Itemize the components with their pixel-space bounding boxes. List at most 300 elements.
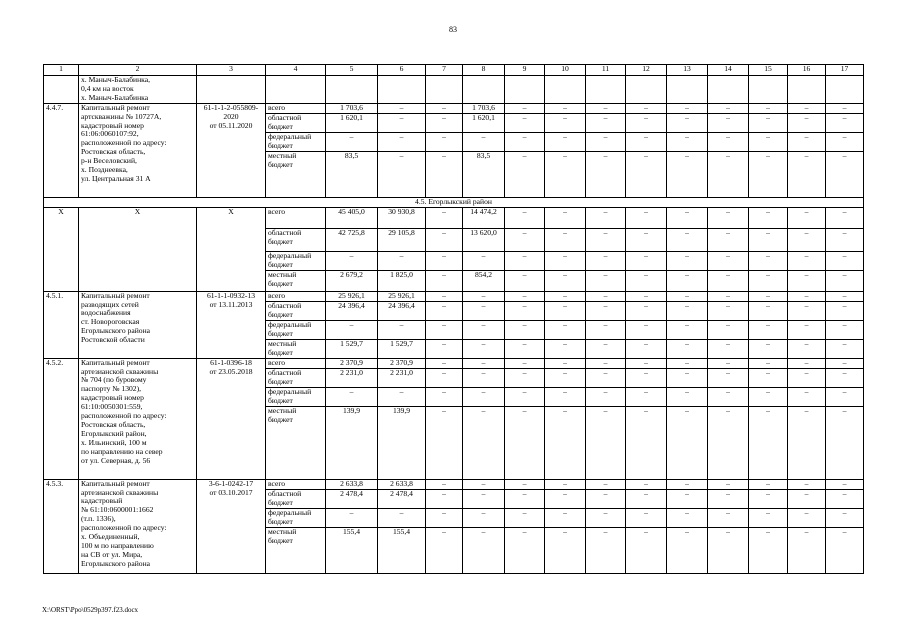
cell-funding-source xyxy=(266,103,326,113)
cell-line: х. Позднеевка, xyxy=(81,165,128,175)
cell-document-code xyxy=(197,479,266,573)
cell-dash: – xyxy=(545,508,586,527)
cell-line: ст. Новороговская xyxy=(81,317,140,327)
cell-line: областной xyxy=(268,301,302,310)
cell-dash: – xyxy=(708,132,749,151)
cell-value-c7: – xyxy=(426,368,463,387)
cell-dash: – xyxy=(667,320,708,339)
cell-dash: – xyxy=(505,270,545,291)
cell-line: федеральный xyxy=(268,251,312,260)
cell-dash: – xyxy=(505,207,545,228)
cell-dash: – xyxy=(826,291,864,301)
cell-dash: – xyxy=(505,368,545,387)
cell-dash: – xyxy=(505,103,545,113)
cell-line: бюджет xyxy=(268,535,293,545)
cell-dash: – xyxy=(545,228,586,251)
cell-line: х. Маныч-Балабинка, xyxy=(81,75,151,84)
cell-dash: – xyxy=(626,301,667,320)
cell-value-c6: – xyxy=(378,320,426,339)
cell-document-code xyxy=(197,103,266,197)
cell-line: 2020 xyxy=(223,111,239,121)
cell-dash: – xyxy=(749,228,788,251)
cell-dash: – xyxy=(626,103,667,113)
cell-empty xyxy=(749,76,788,104)
cell-dash: – xyxy=(545,358,586,368)
cell-line: областной xyxy=(268,368,302,377)
cell-line: артезианской скважины xyxy=(81,487,159,497)
cell-dash: – xyxy=(586,301,626,320)
cell-funding-source xyxy=(266,320,326,339)
cell-value-c8: 854,2 xyxy=(463,270,505,291)
cell-line: Капитальный ремонт xyxy=(81,358,150,367)
cell-value-c8: – xyxy=(463,406,505,479)
cell-dash: – xyxy=(586,527,626,573)
cell-dash: – xyxy=(788,151,826,197)
cell-line: 61:10:0050301:559, xyxy=(81,402,143,412)
cell-line: бюджет xyxy=(268,328,293,338)
cell-funding-source xyxy=(266,228,326,251)
cell-dash: – xyxy=(505,358,545,368)
cell-funding-source xyxy=(266,368,326,387)
cell-funding-source xyxy=(266,113,326,132)
cell-empty xyxy=(545,76,586,104)
cell-dash: – xyxy=(826,508,864,527)
cell-dash: – xyxy=(826,406,864,479)
cell-dash: – xyxy=(586,387,626,406)
cell-empty xyxy=(378,76,426,104)
cell-line: бюджет xyxy=(268,497,293,507)
cell-dash: – xyxy=(545,489,586,508)
cell-dash: – xyxy=(788,339,826,358)
cell-funding-source xyxy=(266,358,326,368)
cell-dash: – xyxy=(545,479,586,489)
cell-dash: – xyxy=(708,527,749,573)
cell-value-c8: – xyxy=(463,320,505,339)
cell-value-c5: – xyxy=(326,320,378,339)
cell-dash: – xyxy=(586,270,626,291)
cell-value-c7: – xyxy=(426,406,463,479)
cell-value-c5: 2 679,2 xyxy=(326,270,378,291)
cell-dash: – xyxy=(626,358,667,368)
cell-line: № 61:10:0600001:1662 xyxy=(81,505,154,515)
cell-dash: – xyxy=(545,527,586,573)
cell-dash: – xyxy=(788,358,826,368)
cell-dash: – xyxy=(586,368,626,387)
cell-dash: – xyxy=(667,387,708,406)
cell-value-c5: – xyxy=(326,132,378,151)
cell-dash: – xyxy=(667,527,708,573)
cell-value-c5: 155,4 xyxy=(326,527,378,573)
cell-value-c6: 2 370,9 xyxy=(378,358,426,368)
cell-value-c7: – xyxy=(426,489,463,508)
cell-value-c6: 1 529,7 xyxy=(378,339,426,358)
cell-line: кадастровый номер xyxy=(81,120,144,130)
table-row xyxy=(44,76,864,104)
column-number-cell: 6 xyxy=(378,65,426,76)
cell-line: бюджет xyxy=(268,259,293,269)
cell-dash: – xyxy=(586,489,626,508)
cell-dash: – xyxy=(788,270,826,291)
cell-dash: – xyxy=(826,339,864,358)
cell-funding-source xyxy=(266,251,326,270)
cell-value-c5: 24 396,4 xyxy=(326,301,378,320)
column-number-cell: 8 xyxy=(463,65,505,76)
cell-value-c8: – xyxy=(463,508,505,527)
cell-dash: – xyxy=(586,113,626,132)
cell-dash: – xyxy=(826,270,864,291)
cell-dash: – xyxy=(586,320,626,339)
cell-dash: – xyxy=(749,291,788,301)
cell-dash: – xyxy=(749,479,788,489)
cell-value-c5: – xyxy=(326,387,378,406)
cell-line: местный xyxy=(268,151,297,160)
cell-dash: – xyxy=(826,358,864,368)
table-row xyxy=(44,103,864,113)
cell-line: местный xyxy=(268,339,297,348)
cell-value-c8: 1 620,1 xyxy=(463,113,505,132)
cell-dash: – xyxy=(667,207,708,228)
cell-line: х. Маныч-Балабинка xyxy=(81,92,149,102)
cell-line: на СВ от ул. Мира, xyxy=(81,549,143,559)
cell-dash: – xyxy=(505,479,545,489)
cell-value-c8: 14 474,2 xyxy=(463,207,505,228)
cell-value-c7: – xyxy=(426,113,463,132)
cell-value-c5: – xyxy=(326,508,378,527)
cell-dash: – xyxy=(667,301,708,320)
cell-dash: – xyxy=(826,527,864,573)
cell-dash: – xyxy=(545,103,586,113)
cell-value-c8: 83,5 xyxy=(463,151,505,197)
cell-line: расположенной по адресу: xyxy=(81,523,167,533)
cell-dash: – xyxy=(667,479,708,489)
cell-dash: – xyxy=(505,527,545,573)
column-number-cell: 12 xyxy=(626,65,667,76)
cell-empty xyxy=(826,76,864,104)
cell-dash: – xyxy=(788,251,826,270)
cell-dash: – xyxy=(505,320,545,339)
cell-dash: – xyxy=(826,301,864,320)
cell-value-c8: 1 703,6 xyxy=(463,103,505,113)
cell-line: Капитальный ремонт xyxy=(81,103,150,112)
cell-line: № 704 (по буровому xyxy=(81,375,147,385)
cell-line: артезианской скважины xyxy=(81,366,159,376)
cell-value-c8: – xyxy=(463,479,505,489)
cell-dash: – xyxy=(505,151,545,197)
cell-dash: – xyxy=(505,132,545,151)
cell-value-c7: – xyxy=(426,527,463,573)
cell-funding-source xyxy=(266,387,326,406)
footer-file-path: X:\ORST\Ppo\0529p397.f23.docx xyxy=(42,606,139,614)
cell-value-c7: – xyxy=(426,228,463,251)
cell-dash: – xyxy=(826,103,864,113)
cell-object-name: Х xyxy=(79,207,197,291)
cell-dash: – xyxy=(505,406,545,479)
cell-value-c8: – xyxy=(463,489,505,508)
cell-value-c6: 24 396,4 xyxy=(378,301,426,320)
cell-value-c6: – xyxy=(378,103,426,113)
column-number-row xyxy=(44,65,864,76)
cell-dash: – xyxy=(788,320,826,339)
column-number-cell: 17 xyxy=(826,65,864,76)
cell-dash: – xyxy=(545,339,586,358)
table-row xyxy=(44,291,864,301)
cell-line: от 05.11.2020 xyxy=(209,120,253,130)
cell-dash: – xyxy=(586,132,626,151)
column-number-cell: 3 xyxy=(197,65,266,76)
cell-line: бюджет xyxy=(268,347,293,357)
cell-dash: – xyxy=(708,251,749,270)
table-body xyxy=(44,65,864,574)
cell-line: всего xyxy=(268,103,286,112)
cell-num: 4.5.1. xyxy=(44,291,79,358)
cell-dash: – xyxy=(749,527,788,573)
cell-value-c6: 1 825,0 xyxy=(378,270,426,291)
cell-dash: – xyxy=(826,151,864,197)
cell-dash: – xyxy=(788,387,826,406)
cell-dash: – xyxy=(626,228,667,251)
cell-object-name xyxy=(79,479,197,573)
cell-funding-source xyxy=(266,339,326,358)
cell-dash: – xyxy=(545,301,586,320)
cell-dash: – xyxy=(788,479,826,489)
cell-value-c5: 2 633,8 xyxy=(326,479,378,489)
cell-num: Х xyxy=(44,207,79,291)
cell-line: бюджет xyxy=(268,121,293,131)
cell-line: Егорлыкского района xyxy=(81,558,151,568)
cell-dash: – xyxy=(749,103,788,113)
cell-line: от 13.11.2013 xyxy=(209,299,253,309)
cell-dash: – xyxy=(667,251,708,270)
cell-value-c6: 155,4 xyxy=(378,527,426,573)
cell-value-c8: – xyxy=(463,301,505,320)
cell-dash: – xyxy=(708,207,749,228)
cell-value-c6: 139,9 xyxy=(378,406,426,479)
cell-dash: – xyxy=(667,358,708,368)
cell-dash: – xyxy=(586,291,626,301)
cell-dash: – xyxy=(545,291,586,301)
cell-dash: – xyxy=(749,358,788,368)
cell-dash: – xyxy=(826,132,864,151)
cell-num: 4.4.7. xyxy=(44,103,79,197)
cell-line: ул. Центральная 31 А xyxy=(81,173,151,183)
cell-dash: – xyxy=(826,489,864,508)
cell-value-c7: – xyxy=(426,251,463,270)
cell-dash: – xyxy=(586,151,626,197)
cell-line: федеральный xyxy=(268,387,312,396)
cell-value-c7: – xyxy=(426,132,463,151)
cell-funding-source xyxy=(266,301,326,320)
cell-dash: – xyxy=(708,406,749,479)
cell-num xyxy=(44,76,79,104)
cell-dash: – xyxy=(626,151,667,197)
column-number-cell: 7 xyxy=(426,65,463,76)
cell-line: 61-1-1-2-055809- xyxy=(203,103,259,112)
column-number-cell: 10 xyxy=(545,65,586,76)
cell-value-c6: – xyxy=(378,113,426,132)
cell-value-c6: 30 930,8 xyxy=(378,207,426,228)
cell-dash: – xyxy=(708,301,749,320)
cell-line: по направлению на север xyxy=(81,446,163,456)
cell-dash: – xyxy=(626,489,667,508)
cell-dash: – xyxy=(749,320,788,339)
budget-table xyxy=(43,64,864,574)
cell-document-code xyxy=(197,358,266,479)
cell-dash: – xyxy=(667,406,708,479)
cell-value-c7: – xyxy=(426,320,463,339)
cell-line: всего xyxy=(268,291,286,300)
cell-line: Ростовской области xyxy=(81,335,145,345)
cell-empty xyxy=(586,76,626,104)
cell-dash: – xyxy=(505,301,545,320)
cell-line: артскважины № 10727А, xyxy=(81,111,162,121)
cell-dash: – xyxy=(586,207,626,228)
cell-value-c7: – xyxy=(426,301,463,320)
cell-line: федеральный xyxy=(268,132,312,141)
cell-dash: – xyxy=(708,320,749,339)
cell-object-name xyxy=(79,103,197,197)
cell-line: от 03.10.2017 xyxy=(209,487,253,497)
cell-line: 0,4 км на восток xyxy=(81,83,134,93)
table-row xyxy=(44,207,864,228)
cell-dash: – xyxy=(545,320,586,339)
cell-dash: – xyxy=(788,527,826,573)
cell-dash: – xyxy=(788,368,826,387)
cell-num: 4.5.2. xyxy=(44,358,79,479)
cell-dash: – xyxy=(505,291,545,301)
cell-line: Ростовская область, xyxy=(81,419,146,429)
cell-dash: – xyxy=(708,387,749,406)
cell-line: бюджет xyxy=(268,140,293,150)
cell-value-c5: 1 620,1 xyxy=(326,113,378,132)
cell-dash: – xyxy=(626,291,667,301)
cell-dash: – xyxy=(626,368,667,387)
cell-dash: – xyxy=(626,527,667,573)
cell-line: паспорту № 1302), xyxy=(81,384,142,394)
cell-empty xyxy=(626,76,667,104)
cell-dash: – xyxy=(586,103,626,113)
cell-value-c7: – xyxy=(426,339,463,358)
cell-line: от 23.05.2018 xyxy=(209,366,253,376)
cell-value-c5: – xyxy=(326,251,378,270)
cell-dash: – xyxy=(708,368,749,387)
cell-line: 61:06:0060107:92, xyxy=(81,129,139,139)
cell-value-c8: – xyxy=(463,132,505,151)
column-number-cell: 9 xyxy=(505,65,545,76)
cell-dash: – xyxy=(826,479,864,489)
cell-value-c7: – xyxy=(426,207,463,228)
cell-dash: – xyxy=(626,406,667,479)
cell-value-c5: 2 370,9 xyxy=(326,358,378,368)
cell-value-c6: – xyxy=(378,251,426,270)
cell-empty xyxy=(505,76,545,104)
cell-empty xyxy=(708,76,749,104)
cell-object-name xyxy=(79,358,197,479)
cell-value-c7: – xyxy=(426,387,463,406)
table-row xyxy=(44,479,864,489)
cell-dash: – xyxy=(708,103,749,113)
cell-value-c5: 45 405,0 xyxy=(326,207,378,228)
cell-line: бюджет xyxy=(268,278,293,288)
cell-dash: – xyxy=(788,207,826,228)
cell-line: 61-1-1-0932-13 xyxy=(206,291,256,300)
cell-value-c8: – xyxy=(463,358,505,368)
cell-funding-source xyxy=(266,508,326,527)
section-row xyxy=(44,197,864,207)
cell-dash: – xyxy=(626,207,667,228)
cell-empty xyxy=(326,76,378,104)
cell-funding-source xyxy=(266,151,326,197)
cell-value-c6: – xyxy=(378,387,426,406)
cell-line: всего xyxy=(268,358,286,367)
cell-line: областной xyxy=(268,489,302,498)
cell-value-c7: – xyxy=(426,479,463,489)
cell-dash: – xyxy=(545,132,586,151)
cell-value-c5: 25 926,1 xyxy=(326,291,378,301)
cell-line: местный xyxy=(268,527,297,536)
cell-dash: – xyxy=(708,508,749,527)
cell-dash: – xyxy=(626,132,667,151)
cell-dash: – xyxy=(545,387,586,406)
cell-line: 61-1-0396-18 xyxy=(210,358,252,367)
cell-funding-source xyxy=(266,406,326,479)
cell-dash: – xyxy=(667,132,708,151)
cell-dash: – xyxy=(708,113,749,132)
column-number-cell: 2 xyxy=(79,65,197,76)
cell-dash: – xyxy=(545,113,586,132)
cell-object-name xyxy=(79,76,197,104)
cell-line: Капитальный ремонт xyxy=(81,479,150,488)
cell-empty xyxy=(426,76,463,104)
cell-line: областной xyxy=(268,228,302,237)
cell-funding-source xyxy=(266,132,326,151)
cell-dash: – xyxy=(708,151,749,197)
cell-dash: – xyxy=(788,132,826,151)
cell-dash: – xyxy=(708,270,749,291)
cell-document-code: Х xyxy=(197,207,266,291)
cell-line: бюджет xyxy=(268,376,293,386)
cell-dash: – xyxy=(626,270,667,291)
cell-dash: – xyxy=(667,103,708,113)
cell-line: (т.п. 1336), xyxy=(81,514,116,524)
cell-dash: – xyxy=(626,508,667,527)
cell-line: бюджет xyxy=(268,236,293,246)
cell-dash: – xyxy=(586,339,626,358)
cell-line: Ростовская область, xyxy=(81,147,146,157)
cell-line: от ул. Северная, д. 56 xyxy=(81,455,151,465)
cell-line: всего xyxy=(268,479,286,488)
cell-value-c8: – xyxy=(463,251,505,270)
cell-funding-source xyxy=(266,270,326,291)
cell-value-c6: 25 926,1 xyxy=(378,291,426,301)
cell-dash: – xyxy=(749,113,788,132)
cell-line: Капитальный ремонт xyxy=(81,291,150,300)
cell-line: р-н Веселовский, xyxy=(81,156,137,166)
cell-dash: – xyxy=(826,368,864,387)
cell-dash: – xyxy=(667,339,708,358)
cell-line: бюджет xyxy=(268,395,293,405)
cell-dash: – xyxy=(545,368,586,387)
cell-dash: – xyxy=(826,387,864,406)
cell-line: расположенной по адресу: xyxy=(81,411,167,421)
cell-line: всего xyxy=(268,207,286,216)
cell-funding-source xyxy=(266,527,326,573)
cell-line: федеральный xyxy=(268,320,312,329)
column-number-cell: 5 xyxy=(326,65,378,76)
cell-dash: – xyxy=(505,251,545,270)
cell-dash: – xyxy=(749,387,788,406)
cell-value-c8: – xyxy=(463,368,505,387)
cell-line: х. Объединенный, xyxy=(81,532,140,542)
